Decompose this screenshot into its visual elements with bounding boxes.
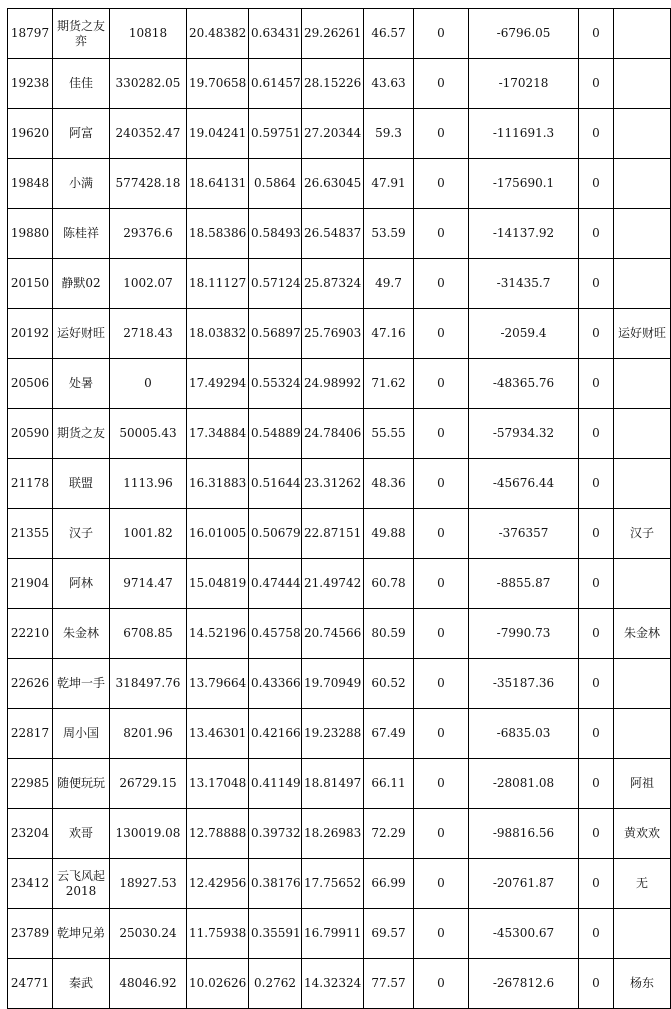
metric-a-cell: 11.75938 bbox=[187, 909, 249, 959]
metric-b-cell: 0.63431 bbox=[249, 9, 302, 59]
metric-b-cell: 0.43366 bbox=[249, 659, 302, 709]
id-cell: 20590 bbox=[8, 409, 53, 459]
zero-cell: 0 bbox=[414, 609, 469, 659]
percent-cell: 80.59 bbox=[364, 609, 414, 659]
metric-c-cell: 14.32324 bbox=[302, 959, 364, 1009]
metric-c-cell: 24.98992 bbox=[302, 359, 364, 409]
balance-cell: -175690.1 bbox=[469, 159, 579, 209]
note-cell bbox=[614, 9, 671, 59]
balance-cell: -28081.08 bbox=[469, 759, 579, 809]
percent-cell: 69.57 bbox=[364, 909, 414, 959]
metric-c-cell: 24.78406 bbox=[302, 409, 364, 459]
amount-cell: 1002.07 bbox=[110, 259, 187, 309]
percent-cell: 67.49 bbox=[364, 709, 414, 759]
percent-cell: 46.57 bbox=[364, 9, 414, 59]
id-cell: 20150 bbox=[8, 259, 53, 309]
flag-cell: 0 bbox=[579, 409, 614, 459]
id-cell: 21355 bbox=[8, 509, 53, 559]
table-row bbox=[8, 509, 671, 559]
zero-cell: 0 bbox=[414, 659, 469, 709]
metric-a-cell: 13.79664 bbox=[187, 659, 249, 709]
amount-cell: 50005.43 bbox=[110, 409, 187, 459]
flag-cell: 0 bbox=[579, 209, 614, 259]
id-cell: 22985 bbox=[8, 759, 53, 809]
flag-cell: 0 bbox=[579, 559, 614, 609]
flag-cell: 0 bbox=[579, 509, 614, 559]
id-cell: 19880 bbox=[8, 209, 53, 259]
amount-cell: 26729.15 bbox=[110, 759, 187, 809]
table-row bbox=[8, 209, 671, 259]
zero-cell: 0 bbox=[414, 959, 469, 1009]
table-row bbox=[8, 259, 671, 309]
table-row bbox=[8, 109, 671, 159]
note-cell: 朱金林 bbox=[614, 609, 671, 659]
table-row bbox=[8, 659, 671, 709]
flag-cell: 0 bbox=[579, 159, 614, 209]
note-cell bbox=[614, 709, 671, 759]
balance-cell: -267812.6 bbox=[469, 959, 579, 1009]
table-row bbox=[8, 859, 671, 909]
metric-b-cell: 0.42166 bbox=[249, 709, 302, 759]
name-cell: 陈桂祥 bbox=[53, 209, 110, 259]
table-row bbox=[8, 9, 671, 59]
id-cell: 18797 bbox=[8, 9, 53, 59]
note-cell bbox=[614, 209, 671, 259]
metric-a-cell: 10.02626 bbox=[187, 959, 249, 1009]
balance-cell: -48365.76 bbox=[469, 359, 579, 409]
amount-cell: 10818 bbox=[110, 9, 187, 59]
zero-cell: 0 bbox=[414, 509, 469, 559]
metric-a-cell: 15.04819 bbox=[187, 559, 249, 609]
amount-cell: 25030.24 bbox=[110, 909, 187, 959]
id-cell: 23789 bbox=[8, 909, 53, 959]
id-cell: 21178 bbox=[8, 459, 53, 509]
zero-cell: 0 bbox=[414, 359, 469, 409]
metric-a-cell: 18.64131 bbox=[187, 159, 249, 209]
amount-cell: 130019.08 bbox=[110, 809, 187, 859]
metric-a-cell: 19.04241 bbox=[187, 109, 249, 159]
note-cell bbox=[614, 909, 671, 959]
note-cell: 阿祖 bbox=[614, 759, 671, 809]
metric-c-cell: 25.76903 bbox=[302, 309, 364, 359]
id-cell: 22817 bbox=[8, 709, 53, 759]
percent-cell: 60.78 bbox=[364, 559, 414, 609]
percent-cell: 60.52 bbox=[364, 659, 414, 709]
metric-a-cell: 12.78888 bbox=[187, 809, 249, 859]
metric-b-cell: 0.59751 bbox=[249, 109, 302, 159]
name-cell: 秦武 bbox=[53, 959, 110, 1009]
balance-cell: -6835.03 bbox=[469, 709, 579, 759]
name-cell: 佳佳 bbox=[53, 59, 110, 109]
metric-c-cell: 19.70949 bbox=[302, 659, 364, 709]
flag-cell: 0 bbox=[579, 109, 614, 159]
name-cell: 乾坤一手 bbox=[53, 659, 110, 709]
amount-cell: 0 bbox=[110, 359, 187, 409]
metric-b-cell: 0.5864 bbox=[249, 159, 302, 209]
balance-cell: -20761.87 bbox=[469, 859, 579, 909]
zero-cell: 0 bbox=[414, 159, 469, 209]
percent-cell: 49.7 bbox=[364, 259, 414, 309]
note-cell bbox=[614, 59, 671, 109]
name-cell: 周小国 bbox=[53, 709, 110, 759]
amount-cell: 48046.92 bbox=[110, 959, 187, 1009]
balance-cell: -7990.73 bbox=[469, 609, 579, 659]
name-cell: 朱金林 bbox=[53, 609, 110, 659]
name-cell: 汉子 bbox=[53, 509, 110, 559]
metric-b-cell: 0.58493 bbox=[249, 209, 302, 259]
flag-cell: 0 bbox=[579, 759, 614, 809]
metric-a-cell: 13.17048 bbox=[187, 759, 249, 809]
zero-cell: 0 bbox=[414, 909, 469, 959]
metric-c-cell: 26.54837 bbox=[302, 209, 364, 259]
balance-cell: -111691.3 bbox=[469, 109, 579, 159]
metric-a-cell: 13.46301 bbox=[187, 709, 249, 759]
balance-cell: -98816.56 bbox=[469, 809, 579, 859]
zero-cell: 0 bbox=[414, 409, 469, 459]
percent-cell: 72.29 bbox=[364, 809, 414, 859]
id-cell: 19848 bbox=[8, 159, 53, 209]
amount-cell: 18927.53 bbox=[110, 859, 187, 909]
flag-cell: 0 bbox=[579, 259, 614, 309]
amount-cell: 6708.85 bbox=[110, 609, 187, 659]
zero-cell: 0 bbox=[414, 209, 469, 259]
name-cell: 联盟 bbox=[53, 459, 110, 509]
table-row bbox=[8, 809, 671, 859]
flag-cell: 0 bbox=[579, 659, 614, 709]
table-row bbox=[8, 459, 671, 509]
percent-cell: 49.88 bbox=[364, 509, 414, 559]
table-row bbox=[8, 559, 671, 609]
metric-a-cell: 12.42956 bbox=[187, 859, 249, 909]
flag-cell: 0 bbox=[579, 809, 614, 859]
amount-cell: 330282.05 bbox=[110, 59, 187, 109]
balance-cell: -35187.36 bbox=[469, 659, 579, 709]
name-cell: 阿林 bbox=[53, 559, 110, 609]
balance-cell: -8855.87 bbox=[469, 559, 579, 609]
table-body bbox=[8, 9, 671, 1009]
metric-b-cell: 0.41149 bbox=[249, 759, 302, 809]
percent-cell: 77.57 bbox=[364, 959, 414, 1009]
zero-cell: 0 bbox=[414, 109, 469, 159]
percent-cell: 53.59 bbox=[364, 209, 414, 259]
table-row bbox=[8, 409, 671, 459]
metric-b-cell: 0.2762 bbox=[249, 959, 302, 1009]
metric-a-cell: 18.58386 bbox=[187, 209, 249, 259]
note-cell: 黄欢欢 bbox=[614, 809, 671, 859]
metric-b-cell: 0.47444 bbox=[249, 559, 302, 609]
balance-cell: -170218 bbox=[469, 59, 579, 109]
table-row bbox=[8, 909, 671, 959]
metric-b-cell: 0.55324 bbox=[249, 359, 302, 409]
metric-a-cell: 18.11127 bbox=[187, 259, 249, 309]
zero-cell: 0 bbox=[414, 709, 469, 759]
metric-b-cell: 0.56897 bbox=[249, 309, 302, 359]
metric-c-cell: 19.23288 bbox=[302, 709, 364, 759]
metric-a-cell: 14.52196 bbox=[187, 609, 249, 659]
metric-c-cell: 18.26983 bbox=[302, 809, 364, 859]
zero-cell: 0 bbox=[414, 259, 469, 309]
table-row bbox=[8, 759, 671, 809]
table-row bbox=[8, 359, 671, 409]
metric-c-cell: 25.87324 bbox=[302, 259, 364, 309]
metric-a-cell: 18.03832 bbox=[187, 309, 249, 359]
id-cell: 23204 bbox=[8, 809, 53, 859]
name-cell: 欢哥 bbox=[53, 809, 110, 859]
note-cell: 汉子 bbox=[614, 509, 671, 559]
name-cell: 乾坤兄弟 bbox=[53, 909, 110, 959]
name-cell: 期货之友 bbox=[53, 409, 110, 459]
note-cell bbox=[614, 259, 671, 309]
percent-cell: 55.55 bbox=[364, 409, 414, 459]
id-cell: 22626 bbox=[8, 659, 53, 709]
balance-cell: -6796.05 bbox=[469, 9, 579, 59]
metric-c-cell: 17.75652 bbox=[302, 859, 364, 909]
data-table bbox=[7, 8, 671, 1009]
amount-cell: 577428.18 bbox=[110, 159, 187, 209]
metric-c-cell: 27.20344 bbox=[302, 109, 364, 159]
metric-a-cell: 16.01005 bbox=[187, 509, 249, 559]
note-cell bbox=[614, 559, 671, 609]
metric-c-cell: 23.31262 bbox=[302, 459, 364, 509]
metric-b-cell: 0.54889 bbox=[249, 409, 302, 459]
zero-cell: 0 bbox=[414, 759, 469, 809]
note-cell: 无 bbox=[614, 859, 671, 909]
note-cell bbox=[614, 659, 671, 709]
flag-cell: 0 bbox=[579, 609, 614, 659]
zero-cell: 0 bbox=[414, 559, 469, 609]
id-cell: 24771 bbox=[8, 959, 53, 1009]
name-cell: 阿富 bbox=[53, 109, 110, 159]
name-cell: 期货之友弈 bbox=[53, 9, 110, 59]
balance-cell: -45300.67 bbox=[469, 909, 579, 959]
percent-cell: 47.91 bbox=[364, 159, 414, 209]
zero-cell: 0 bbox=[414, 9, 469, 59]
id-cell: 20192 bbox=[8, 309, 53, 359]
flag-cell: 0 bbox=[579, 459, 614, 509]
metric-a-cell: 17.34884 bbox=[187, 409, 249, 459]
table-row bbox=[8, 59, 671, 109]
flag-cell: 0 bbox=[579, 959, 614, 1009]
zero-cell: 0 bbox=[414, 59, 469, 109]
metric-c-cell: 20.74566 bbox=[302, 609, 364, 659]
table-row bbox=[8, 709, 671, 759]
percent-cell: 43.63 bbox=[364, 59, 414, 109]
metric-b-cell: 0.39732 bbox=[249, 809, 302, 859]
zero-cell: 0 bbox=[414, 309, 469, 359]
balance-cell: -45676.44 bbox=[469, 459, 579, 509]
percent-cell: 71.62 bbox=[364, 359, 414, 409]
name-cell: 处暑 bbox=[53, 359, 110, 409]
id-cell: 19620 bbox=[8, 109, 53, 159]
note-cell bbox=[614, 409, 671, 459]
metric-a-cell: 17.49294 bbox=[187, 359, 249, 409]
amount-cell: 240352.47 bbox=[110, 109, 187, 159]
metric-b-cell: 0.61457 bbox=[249, 59, 302, 109]
table-row bbox=[8, 609, 671, 659]
metric-a-cell: 20.48382 bbox=[187, 9, 249, 59]
flag-cell: 0 bbox=[579, 709, 614, 759]
metric-c-cell: 16.79911 bbox=[302, 909, 364, 959]
percent-cell: 59.3 bbox=[364, 109, 414, 159]
id-cell: 23412 bbox=[8, 859, 53, 909]
percent-cell: 48.36 bbox=[364, 459, 414, 509]
flag-cell: 0 bbox=[579, 59, 614, 109]
metric-b-cell: 0.35591 bbox=[249, 909, 302, 959]
metric-b-cell: 0.50679 bbox=[249, 509, 302, 559]
amount-cell: 1113.96 bbox=[110, 459, 187, 509]
percent-cell: 66.99 bbox=[364, 859, 414, 909]
metric-c-cell: 29.26261 bbox=[302, 9, 364, 59]
flag-cell: 0 bbox=[579, 9, 614, 59]
balance-cell: -376357 bbox=[469, 509, 579, 559]
metric-c-cell: 26.63045 bbox=[302, 159, 364, 209]
balance-cell: -57934.32 bbox=[469, 409, 579, 459]
amount-cell: 318497.76 bbox=[110, 659, 187, 709]
zero-cell: 0 bbox=[414, 459, 469, 509]
metric-a-cell: 19.70658 bbox=[187, 59, 249, 109]
balance-cell: -2059.4 bbox=[469, 309, 579, 359]
name-cell: 随便玩玩 bbox=[53, 759, 110, 809]
flag-cell: 0 bbox=[579, 359, 614, 409]
note-cell bbox=[614, 109, 671, 159]
name-cell: 小满 bbox=[53, 159, 110, 209]
table-row bbox=[8, 959, 671, 1009]
metric-b-cell: 0.45758 bbox=[249, 609, 302, 659]
table-row bbox=[8, 159, 671, 209]
amount-cell: 9714.47 bbox=[110, 559, 187, 609]
id-cell: 19238 bbox=[8, 59, 53, 109]
id-cell: 20506 bbox=[8, 359, 53, 409]
note-cell: 杨东 bbox=[614, 959, 671, 1009]
amount-cell: 1001.82 bbox=[110, 509, 187, 559]
amount-cell: 29376.6 bbox=[110, 209, 187, 259]
name-cell: 云飞风起2018 bbox=[53, 859, 110, 909]
flag-cell: 0 bbox=[579, 859, 614, 909]
flag-cell: 0 bbox=[579, 309, 614, 359]
zero-cell: 0 bbox=[414, 809, 469, 859]
flag-cell: 0 bbox=[579, 909, 614, 959]
note-cell bbox=[614, 359, 671, 409]
metric-b-cell: 0.51644 bbox=[249, 459, 302, 509]
metric-c-cell: 21.49742 bbox=[302, 559, 364, 609]
amount-cell: 8201.96 bbox=[110, 709, 187, 759]
percent-cell: 47.16 bbox=[364, 309, 414, 359]
note-cell bbox=[614, 459, 671, 509]
percent-cell: 66.11 bbox=[364, 759, 414, 809]
note-cell bbox=[614, 159, 671, 209]
zero-cell: 0 bbox=[414, 859, 469, 909]
metric-b-cell: 0.57124 bbox=[249, 259, 302, 309]
id-cell: 21904 bbox=[8, 559, 53, 609]
metric-a-cell: 16.31883 bbox=[187, 459, 249, 509]
id-cell: 22210 bbox=[8, 609, 53, 659]
amount-cell: 2718.43 bbox=[110, 309, 187, 359]
balance-cell: -31435.7 bbox=[469, 259, 579, 309]
table-row bbox=[8, 309, 671, 359]
balance-cell: -14137.92 bbox=[469, 209, 579, 259]
name-cell: 静默02 bbox=[53, 259, 110, 309]
metric-c-cell: 22.87151 bbox=[302, 509, 364, 559]
name-cell: 运好财旺 bbox=[53, 309, 110, 359]
metric-b-cell: 0.38176 bbox=[249, 859, 302, 909]
note-cell: 运好财旺 bbox=[614, 309, 671, 359]
metric-c-cell: 18.81497 bbox=[302, 759, 364, 809]
metric-c-cell: 28.15226 bbox=[302, 59, 364, 109]
